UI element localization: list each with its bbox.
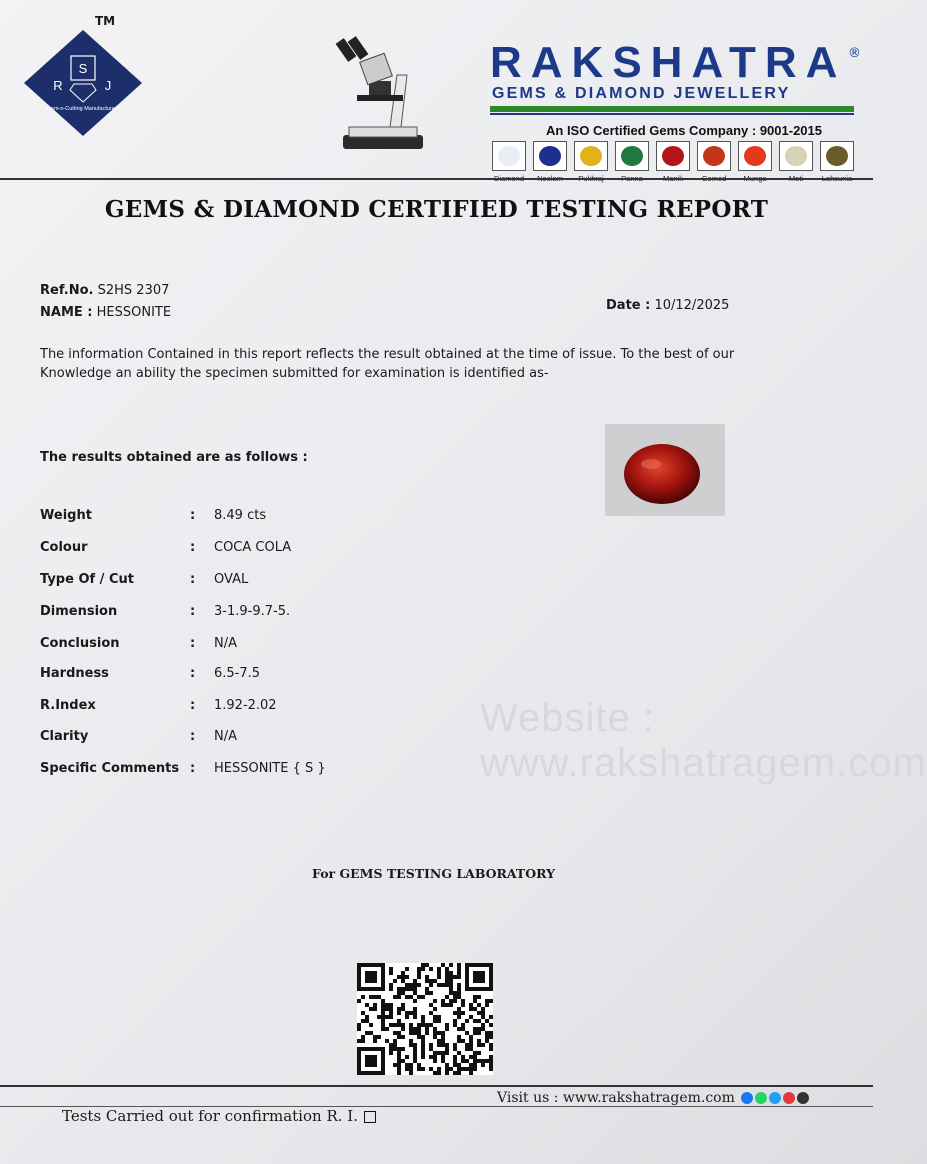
gem-icon	[539, 146, 561, 166]
gem-icon	[826, 146, 848, 166]
result-row	[40, 761, 640, 781]
gem-swatch-pukhraj	[572, 141, 610, 183]
gem-icon	[785, 146, 807, 166]
result-value: 8.49 cts	[214, 508, 267, 523]
report-title: GEMS & DIAMOND CERTIFIED TESTING REPORT	[104, 196, 769, 223]
social-icon[interactable]	[741, 1092, 753, 1104]
result-colon: :	[190, 604, 196, 619]
result-key: Clarity	[40, 729, 89, 744]
result-row	[40, 666, 640, 686]
results-heading: The results obtained are as follows :	[40, 450, 308, 465]
result-key: Weight	[40, 508, 92, 523]
gem-swatch-box	[697, 141, 731, 171]
gem-swatches	[490, 141, 858, 183]
result-colon: :	[190, 698, 196, 713]
srj-logo	[22, 28, 144, 138]
social-icon[interactable]	[769, 1092, 781, 1104]
result-value: OVAL	[214, 572, 249, 587]
result-row	[40, 508, 640, 528]
result-row	[40, 572, 640, 592]
gem-swatch-neelam	[531, 141, 569, 183]
result-row	[40, 604, 640, 624]
gem-swatch-diamond	[490, 141, 528, 183]
trademark: TM	[95, 14, 116, 28]
name-value: HESSONITE	[96, 305, 172, 320]
report-date	[606, 298, 729, 313]
gem-swatch-box	[738, 141, 772, 171]
result-colon: :	[190, 666, 196, 681]
gem-icon	[580, 146, 602, 166]
gem-swatch-box	[656, 141, 690, 171]
result-row	[40, 698, 640, 718]
lab-signature-label: For GEMS TESTING LABORATORY	[312, 866, 556, 881]
gem-icon	[662, 146, 684, 166]
gemstone-photo	[605, 424, 725, 516]
gem-icon	[744, 146, 766, 166]
iso-certification: An ISO Certified Gems Company : 9001-2015	[546, 123, 822, 138]
result-value: 6.5-7.5	[214, 666, 261, 681]
gem-swatch-box	[779, 141, 813, 171]
intro-paragraph: The information Contained in this report reflects the result obtained at the time of issue. To the best of our Knowledge an ability the specimen submitted for examination is identified as-	[40, 347, 735, 381]
result-colon: :	[190, 729, 196, 744]
name-label: NAME :	[40, 305, 93, 320]
result-row	[40, 636, 640, 656]
brand-underline-blue	[490, 113, 854, 115]
gem-icon	[498, 146, 520, 166]
result-key: Colour	[40, 540, 88, 555]
social-icon[interactable]	[755, 1092, 767, 1104]
result-value: N/A	[214, 729, 237, 744]
result-colon: :	[190, 761, 196, 776]
tests-text: Tests Carried out for confirmation R. I.	[62, 1107, 358, 1125]
ref-value: S2HS 2307	[97, 283, 170, 298]
tests-note	[62, 1107, 376, 1125]
social-icon[interactable]	[783, 1092, 795, 1104]
brand-name: RAKSHATRA	[490, 38, 847, 87]
result-value: COCA COLA	[214, 540, 292, 555]
ref-label: Ref.No.	[40, 283, 94, 298]
result-key: Conclusion	[40, 636, 120, 651]
result-colon: :	[190, 508, 196, 523]
website-watermark: Website : www.rakshatragem.com	[480, 696, 927, 785]
result-key: Dimension	[40, 604, 118, 619]
header-divider	[0, 178, 873, 180]
registered-mark: ®	[848, 46, 861, 61]
gem-swatch-moti	[777, 141, 815, 183]
social-icon[interactable]	[797, 1092, 809, 1104]
gem-icon	[703, 146, 725, 166]
gem-swatch-box	[615, 141, 649, 171]
gem-swatch-munga	[736, 141, 774, 183]
gem-swatch-panna	[613, 141, 651, 183]
gem-swatch-gomed	[695, 141, 733, 183]
gem-swatch-box	[820, 141, 854, 171]
logo-letter-s: S	[78, 61, 88, 76]
result-key: Specific Comments	[40, 761, 180, 776]
result-key: Hardness	[40, 666, 109, 681]
gem-swatch-box	[574, 141, 608, 171]
website-link[interactable]	[497, 1090, 809, 1106]
logo-letter-r: R	[53, 78, 63, 93]
specimen-name	[40, 305, 171, 320]
result-row	[40, 729, 640, 749]
checkbox-icon	[364, 1111, 376, 1123]
footer-divider	[0, 1085, 873, 1087]
gem-swatch-box	[533, 141, 567, 171]
brand-underline	[490, 106, 854, 112]
logo-tagline: Gem-n-Cutting Manufacturers	[46, 106, 120, 112]
result-key: R.Index	[40, 698, 96, 713]
brand-subtitle: GEMS & DIAMOND JEWELLERY	[492, 85, 791, 102]
result-value: HESSONITE { S }	[214, 761, 326, 776]
ref-number	[40, 283, 169, 298]
result-row	[40, 540, 640, 560]
gem-swatch-box	[492, 141, 526, 171]
result-key: Type Of / Cut	[40, 572, 134, 587]
microscope-icon	[335, 35, 430, 155]
qr-code	[357, 963, 493, 1075]
visit-text[interactable]: Visit us : www.rakshatragem.com	[497, 1090, 735, 1106]
result-colon: :	[190, 636, 196, 651]
gem-swatch-lahsunia	[818, 141, 856, 183]
result-value: N/A	[214, 636, 237, 651]
logo-letter-j: J	[104, 78, 112, 93]
result-colon: :	[190, 540, 196, 555]
gem-icon	[621, 146, 643, 166]
result-value: 1.92-2.02	[214, 698, 277, 713]
result-colon: :	[190, 572, 196, 587]
date-label: Date :	[606, 298, 651, 313]
date-value: 10/12/2025	[654, 298, 730, 313]
social-icons	[741, 1092, 809, 1104]
gem-swatch-manik	[654, 141, 692, 183]
result-value: 3-1.9-9.7-5.	[214, 604, 291, 619]
